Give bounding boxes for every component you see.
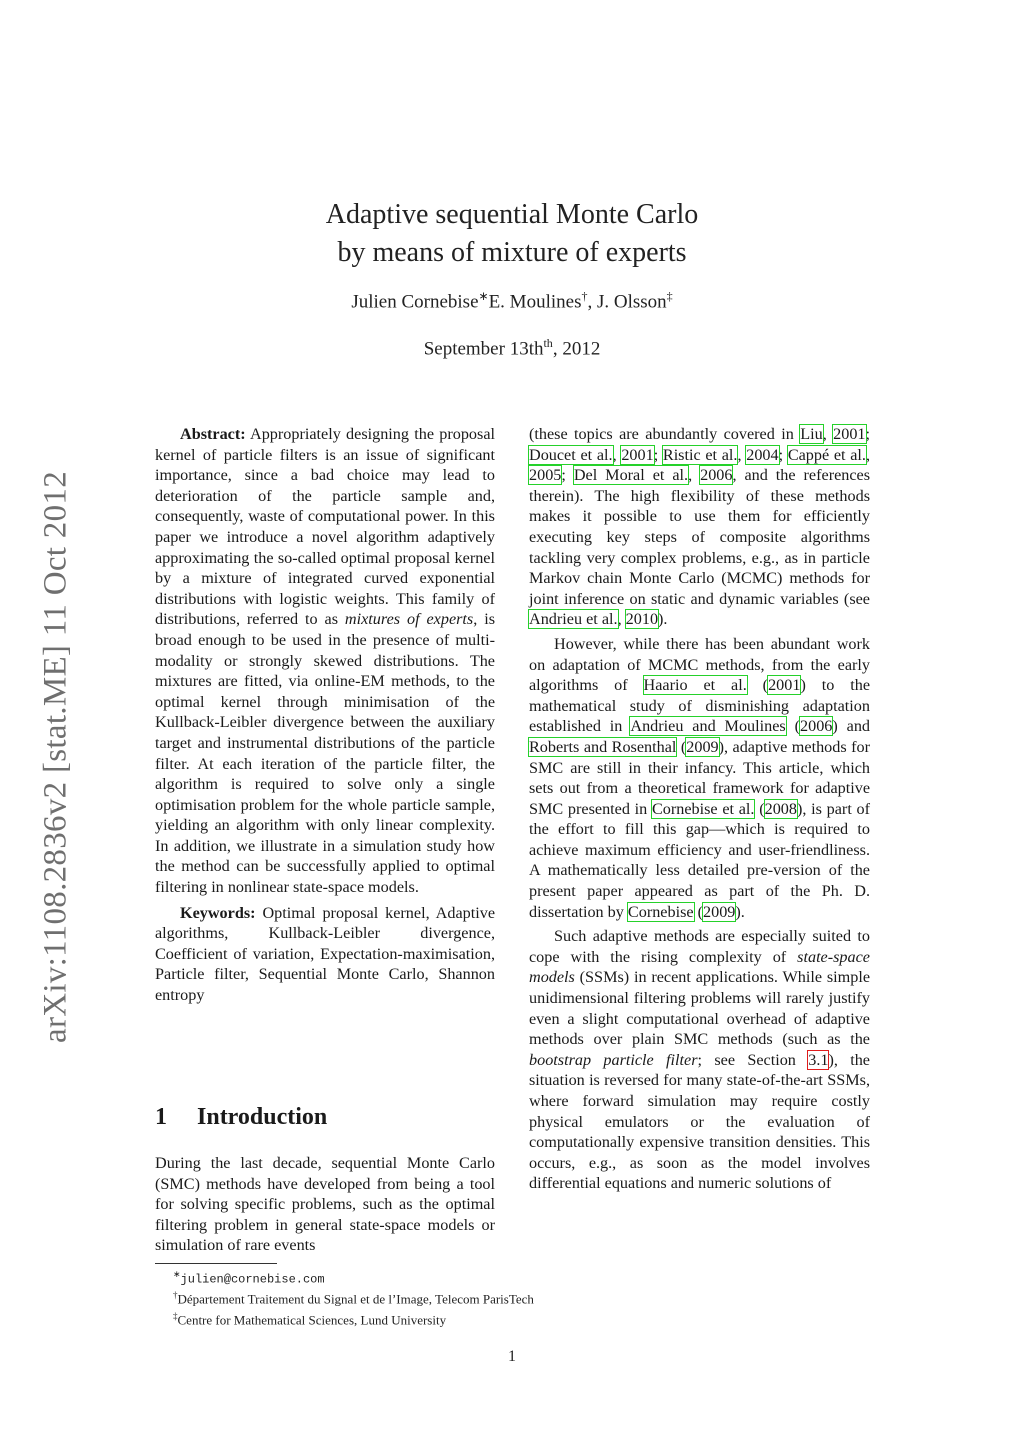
- footnote-affiliation-telecom: [155, 1287, 855, 1307]
- citation-cornebise-year[interactable]: 2009: [703, 902, 736, 921]
- section-reference-3-1[interactable]: 3.1: [808, 1050, 829, 1069]
- citation-andrieu-year[interactable]: 2010: [625, 610, 659, 629]
- intro-text: During the last decade, sequential Monte Carlo (SMC) methods have developed from being a tool for solving specific problems, such as the optimal filtering problem in general state-space models or simulation of rare events: [155, 1154, 495, 1255]
- intro-paragraph: [155, 1153, 495, 1256]
- citation-cappe[interactable]: Cappé et al.: [787, 445, 866, 464]
- text-run: ; see Section: [697, 1050, 809, 1069]
- footnote-affiliation-lund-text: Centre for Mathematical Sciences, Lund University: [177, 1311, 447, 1327]
- citation-cornebise-et-al-year[interactable]: 2008: [764, 799, 797, 818]
- citation-cornebise[interactable]: Cornebise: [627, 902, 694, 921]
- footnote-email: [155, 1266, 855, 1287]
- left-column: [155, 424, 495, 1006]
- text-run: , and the references therein). The high flexibility of these methods makes it possible to use them for efficiently executing key steps of composite algorithms tackling very complex problems, e.g., as in particle Markov chain Monte Carlo (MCMC) methods for joint inference on static and dynamic variables (see: [529, 466, 871, 608]
- citation-haario[interactable]: Haario et al.: [643, 676, 747, 695]
- citation-haario-year[interactable]: 2001: [768, 676, 801, 695]
- text-run: (these topics are abundantly covered in: [529, 425, 801, 443]
- footnote-mark-3: ‡: [173, 1310, 178, 1321]
- citation-cappe-year[interactable]: 2005: [529, 466, 562, 485]
- author-cornebise: Julien Cornebise: [351, 291, 479, 313]
- text-run: ), is part of the effort to fill this gap—which is required to achieve maximum efficiency and user-friendliness. A mathematically less detailed pre-version of the present paper appeared as part of the Ph. D. dissertation by: [529, 799, 871, 921]
- keywords-text: Optimal proposal kernel, Adaptive algorithms, Kullback-Leibler divergence, Coefficient of variation, Expectation-maximisation, Particle filter, Sequential Monte Carlo, Shannon entropy: [155, 903, 496, 1005]
- text-run: ), the situation is reversed for many state-of-the-art SSMs, where forward simulation may require costly physical emulators or the evaluation of computationally expensive transition densities. This occurs, e.g., as soon as the model involves differential equations and numeric solutions of: [529, 1050, 870, 1193]
- citation-liu-year[interactable]: 2001: [833, 425, 866, 443]
- paper-date: [0, 336, 1024, 360]
- text-run: (SSMs) in recent applications. While simple unidimensional filtering problems will rarely justify even a slight computational overhead of adaptive methods over plain SMC methods (such as the: [529, 968, 870, 1049]
- section-heading-introduction: [155, 1104, 327, 1131]
- author-mark-1: ∗: [478, 289, 489, 303]
- text-run: (: [676, 737, 687, 756]
- text-run: ,: [612, 445, 622, 464]
- text-run: (: [746, 676, 769, 695]
- right-paragraph-2: [529, 634, 870, 922]
- text-run: ,: [865, 445, 871, 464]
- citation-ristic[interactable]: Ristic et al.: [662, 445, 738, 464]
- abstract-emphasis: mixtures of experts: [344, 610, 474, 629]
- citation-andrieu-moulines[interactable]: Andrieu and Moulines: [630, 717, 786, 736]
- text-run: ;: [561, 466, 574, 485]
- title-line-1: Adaptive sequential Monte Carlo: [325, 199, 699, 230]
- abstract-text-1: Appropriately designing the proposal kernel of particle filters is an issue of significant importance, since a bad choice may lead to deterioration of the particle sample and, consequently, waste of computational power. In this paper we introduce a novel algorithm adaptively approximating the so-called optimal proposal kernel by a mixture of integrated curved exponential distributions with logistic weights. This family of distributions, referred to as: [155, 425, 495, 629]
- abstract-label: Abstract:: [180, 425, 246, 443]
- emphasis-bootstrap-filter: bootstrap particle filter: [529, 1050, 698, 1069]
- text-run: However, while there has been abundant work on adaptation of MCMC methods, from the early algorithms of: [529, 634, 870, 695]
- right-paragraph-3: [529, 926, 870, 1194]
- text-run: ;: [865, 425, 871, 443]
- citation-andrieu-moulines-year[interactable]: 2006: [800, 717, 833, 736]
- date-superscript: th: [543, 336, 553, 350]
- text-run: ,: [822, 425, 834, 443]
- text-run: Such adaptive methods are especially suited to cope with the rising complexity of: [529, 927, 870, 966]
- footnote-mark-1: ∗: [173, 1269, 181, 1279]
- footnote-affiliation-lund: [155, 1308, 855, 1328]
- citation-doucet[interactable]: Doucet et al.: [529, 445, 613, 464]
- footnote-rule: [155, 1263, 277, 1264]
- author-list: [0, 289, 1024, 313]
- date-suffix: , 2012: [552, 338, 601, 360]
- text-run: ;: [653, 445, 663, 464]
- text-run: (: [754, 799, 765, 818]
- citation-roberts-rosenthal-year[interactable]: 2009: [686, 737, 719, 756]
- section-number: 1: [155, 1104, 167, 1130]
- abstract: [155, 424, 495, 898]
- text-run: ,: [737, 445, 747, 464]
- citation-delmoral[interactable]: Del Moral et al.: [573, 466, 689, 485]
- arxiv-identifier: arXiv:1108.2836v2 [stat.ME] 11 Oct 2012: [37, 470, 74, 1044]
- text-run: ;: [778, 445, 788, 464]
- right-column: [529, 424, 870, 1194]
- text-run: ).: [658, 610, 668, 629]
- keywords-label: Keywords:: [180, 903, 256, 922]
- footnotes: [155, 1266, 855, 1328]
- text-run: ).: [735, 902, 745, 921]
- author-mark-2: †: [581, 289, 588, 303]
- footnote-email-text[interactable]: julien@cornebise.com: [180, 1272, 325, 1287]
- date-prefix: September 13th: [423, 338, 544, 360]
- author-separator: ,: [587, 291, 597, 313]
- page-number: 1: [508, 1348, 516, 1365]
- footnote-mark-2: †: [173, 1290, 178, 1301]
- text-run: (: [785, 717, 800, 736]
- citation-liu[interactable]: Liu: [800, 425, 823, 443]
- author-olsson: J. Olsson: [596, 291, 667, 313]
- text-run: ) and: [832, 717, 871, 736]
- citation-cornebise-et-al[interactable]: Cornebise et al.: [651, 799, 755, 818]
- author-moulines: E. Moulines: [488, 291, 582, 313]
- abstract-text-2: , is broad enough to be used in the presence of multi-modality or strongly skewed distributions. The mixtures are fitted, via online-EM methods, to the optimal kernel through minimisation of the Kullback-Leibler divergence between the auxiliary target and instrumental distributions of the particle filter. At each iteration of the particle filter, the algorithm is required to solve only a single optimisation problem for the whole particle sample, yielding an algorithm with only linear complexity. In addition, we illustrate in a simulation study how the method can be successfully applied to optimal filtering in nonlinear state-space models.: [155, 610, 495, 897]
- text-run: ,: [688, 466, 701, 485]
- text-run: ,: [617, 610, 626, 629]
- title-line-2: by means of mixture of experts: [337, 237, 687, 268]
- emphasis-state-space-models: state-space models: [529, 947, 870, 987]
- citation-ristic-year[interactable]: 2004: [746, 445, 779, 464]
- citation-delmoral-year[interactable]: 2006: [700, 466, 733, 485]
- paper-title: [0, 196, 1024, 272]
- text-run: ), adaptive methods for SMC are still in their infancy. This article, which sets out from a theoretical framework for adaptive SMC presented in: [529, 737, 870, 818]
- right-paragraph-1: [529, 424, 870, 630]
- section-title: Introduction: [197, 1104, 328, 1130]
- text-run: ) to the mathematical study of disminishing adaptation established in: [529, 676, 871, 736]
- citation-roberts-rosenthal[interactable]: Roberts and Rosenthal: [529, 737, 677, 756]
- citation-doucet-year[interactable]: 2001: [621, 445, 654, 464]
- keywords: [155, 903, 495, 1006]
- footnote-affiliation-telecom-text: Département Traitement du Signal et de l’Image, Telecom ParisTech: [177, 1291, 534, 1307]
- author-mark-3: ‡: [666, 289, 673, 303]
- citation-andrieu[interactable]: Andrieu et al.: [529, 610, 618, 629]
- text-run: (: [693, 902, 703, 921]
